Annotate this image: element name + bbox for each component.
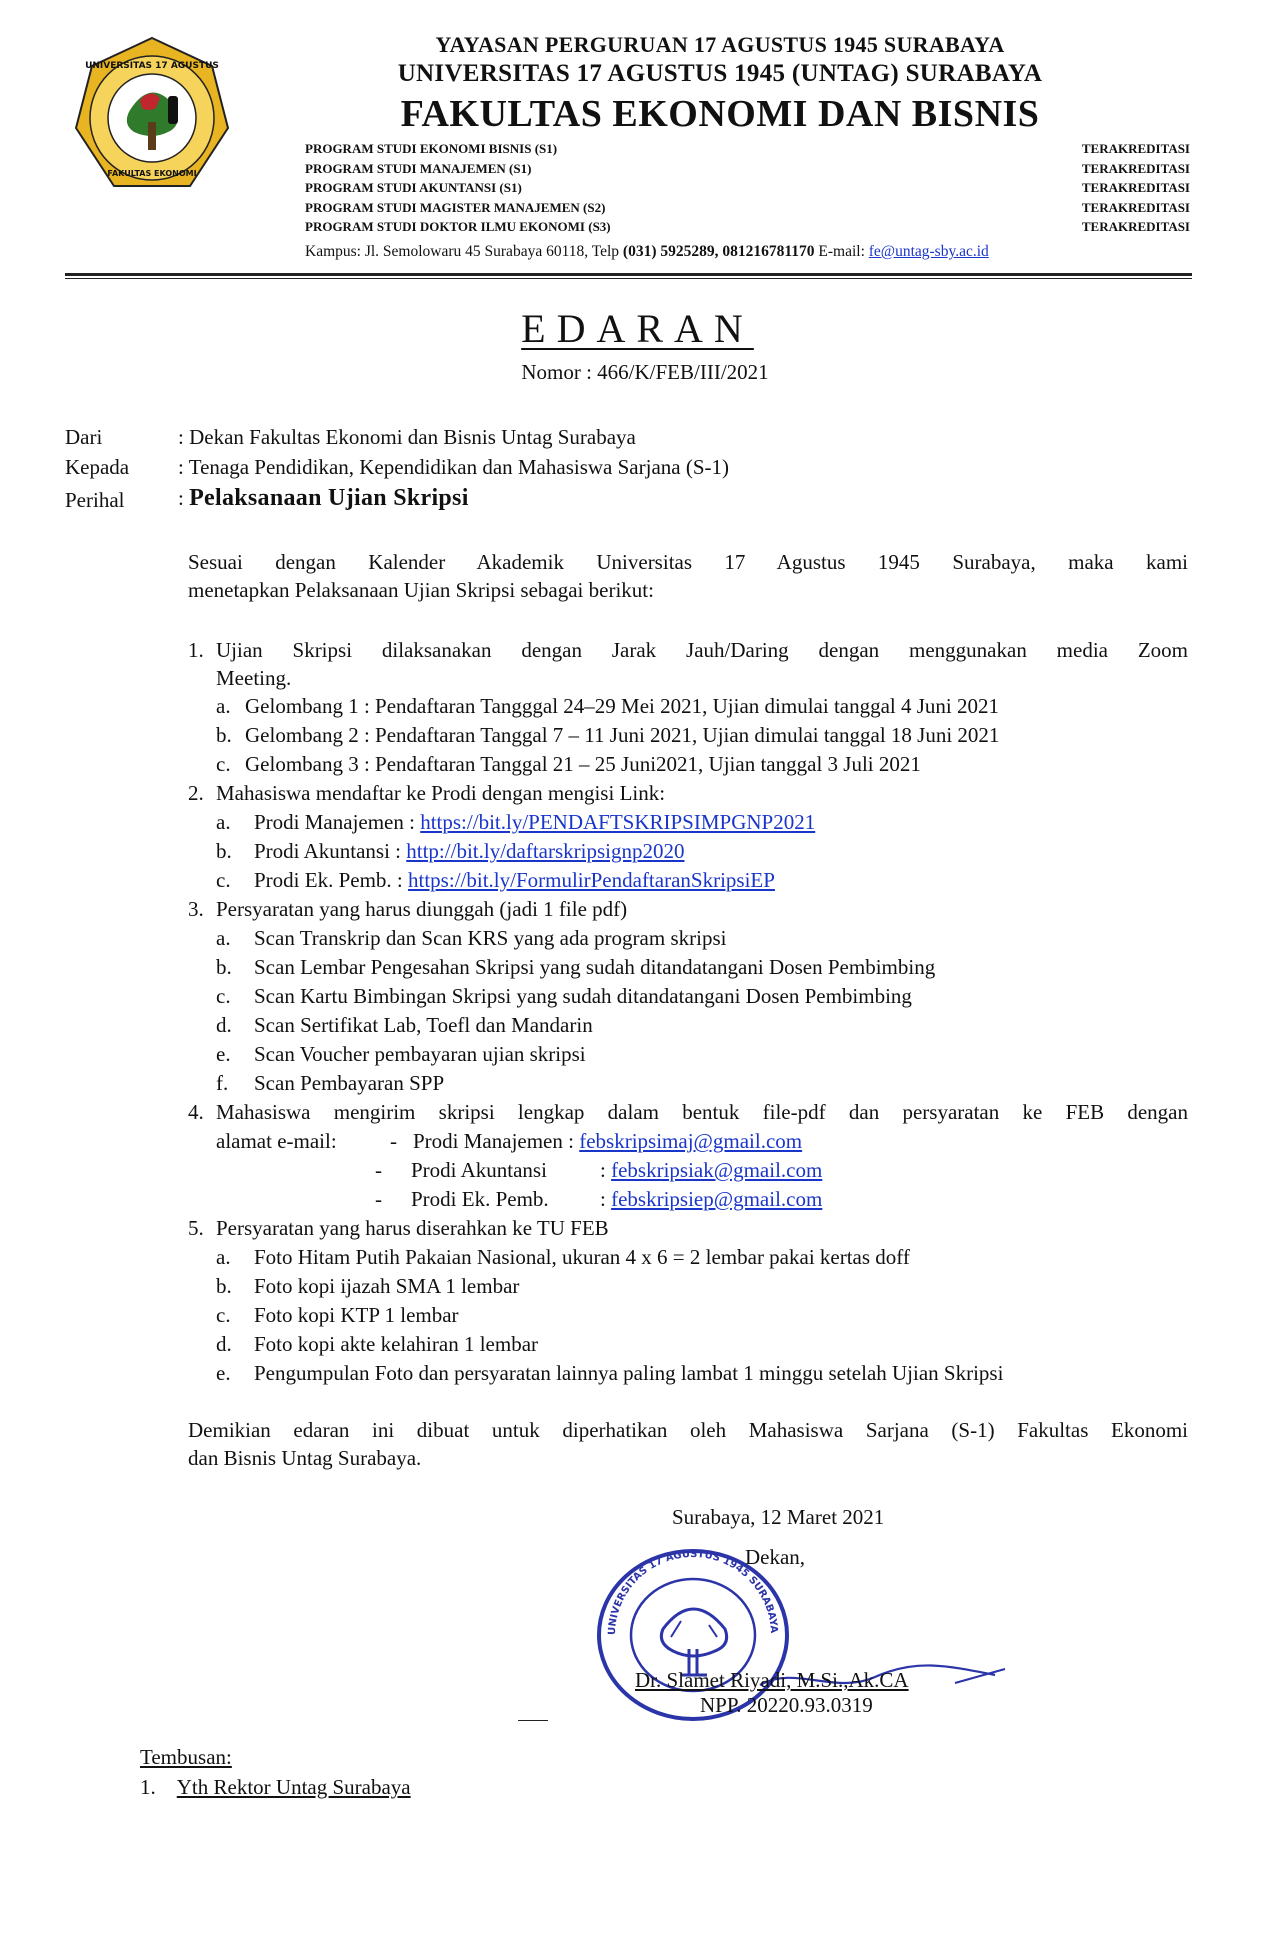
cc-title: Tembusan: bbox=[140, 1745, 232, 1769]
email-prefix: alamat e-mail: bbox=[216, 1129, 337, 1153]
email-prodi-label: Prodi Ek. Pemb. bbox=[411, 1187, 549, 1211]
cc-item-text: Yth Rektor Untag Surabaya bbox=[176, 1775, 411, 1799]
sub-letter: b. bbox=[216, 723, 232, 747]
closing-line-2: dan Bisnis Untag Surabaya. bbox=[188, 1446, 422, 1470]
upload-requirement: Scan Lembar Pengesahan Skripsi yang sudah ditandatangani Dosen Pembimbing bbox=[254, 955, 936, 979]
closing-line-1: Demikian edaran ini dibuat untuk diperhatikan oleh Mahasiswa Sarjana (S-1) Fakultas Ekonomi bbox=[188, 1418, 1188, 1442]
campus-phones: (031) 5925289, 081216781170 bbox=[622, 243, 815, 260]
upload-requirement: Scan Sertifikat Lab, Toefl dan Mandarin bbox=[254, 1013, 593, 1037]
item-number: 5. bbox=[188, 1216, 204, 1240]
intro-line-1: Sesuai dengan Kalender Akademik Universitas 17 Agustus 1945 Surabaya, maka kami bbox=[188, 550, 1188, 574]
program-name: PROGRAM STUDI AKUNTANSI (S1) bbox=[305, 180, 522, 195]
link-row-ekpemb bbox=[254, 868, 775, 893]
from-label: Dari bbox=[65, 425, 103, 449]
program-name: PROGRAM STUDI MAGISTER MANAJEMEN (S2) bbox=[305, 199, 606, 215]
item-number: 3. bbox=[188, 897, 204, 921]
email-colon: : bbox=[600, 1187, 612, 1211]
akuntansi-registration-link[interactable]: http://bit.ly/daftarskripsignp2020 bbox=[406, 839, 685, 863]
submission-requirement: Foto Hitam Putih Pakaian Nasional, ukuran 4 x 6 = 2 lembar pakai kertas doff bbox=[254, 1245, 910, 1269]
meta-subject-row bbox=[0, 485, 1275, 517]
email-dash: - bbox=[375, 1158, 382, 1182]
sub-letter: e. bbox=[216, 1042, 231, 1066]
email-prodi-label: Prodi Manajemen : bbox=[413, 1129, 580, 1153]
link-label: Prodi Ek. Pemb. : bbox=[254, 868, 409, 892]
wave-2-schedule: Gelombang 2 : Pendaftaran Tanggal 7 – 11 Juni 2021, Ujian dimulai tanggal 18 Juni 2021 bbox=[245, 723, 1000, 747]
sub-letter: b. bbox=[216, 1274, 232, 1298]
sub-letter: d. bbox=[216, 1332, 232, 1356]
university-name: UNIVERSITAS 17 AGUSTUS 1945 (UNTAG) SURABAYA bbox=[397, 60, 1043, 87]
email-label: E-mail: bbox=[814, 243, 869, 260]
sub-letter: c. bbox=[216, 1303, 231, 1327]
document-number: Nomor : 466/K/FEB/III/2021 bbox=[521, 360, 769, 384]
item-number: 4. bbox=[188, 1100, 204, 1124]
program-status: TERAKREDITASI bbox=[1081, 199, 1190, 215]
subject-label: Perihal bbox=[65, 488, 125, 512]
email-dash: - bbox=[390, 1129, 397, 1153]
program-row bbox=[305, 159, 1190, 179]
meta-to-row bbox=[0, 455, 1275, 485]
item-4-line-1: Mahasiswa mengirim skripsi lengkap dalam bentuk file-pdf dan persyaratan ke FEB dengan bbox=[216, 1100, 1188, 1124]
sub-letter: a. bbox=[216, 810, 231, 834]
program-status: TERAKREDITASI bbox=[1081, 180, 1190, 195]
to-label: Kepada bbox=[65, 455, 130, 479]
email-row-akuntansi bbox=[600, 1158, 822, 1183]
wave-1-schedule: Gelombang 1 : Pendaftaran Tangggal 24–29 Mei 2021, Ujian dimulai tanggal 4 Juni 2021 bbox=[245, 694, 1000, 718]
sub-letter: c. bbox=[216, 868, 231, 892]
cc-item-number: 1. bbox=[140, 1775, 156, 1799]
university-logo bbox=[72, 36, 232, 196]
sub-letter: d. bbox=[216, 1013, 232, 1037]
sub-letter: f. bbox=[216, 1071, 229, 1095]
sub-letter: c. bbox=[216, 752, 231, 776]
email-prodi-label: Prodi Akuntansi bbox=[411, 1158, 547, 1182]
program-name: PROGRAM STUDI MANAJEMEN (S1) bbox=[305, 160, 532, 176]
from-value: : Dekan Fakultas Ekonomi dan Bisnis Untag Surabaya bbox=[178, 425, 636, 449]
to-value: : Tenaga Pendidikan, Kependidikan dan Mahasiswa Sarjana (S-1) bbox=[178, 455, 729, 479]
link-label: Prodi Akuntansi : bbox=[254, 839, 407, 863]
program-status: TERAKREDITASI bbox=[1081, 219, 1190, 234]
header-divider bbox=[65, 273, 1192, 279]
program-row bbox=[305, 178, 1190, 198]
email-row-ekpemb bbox=[600, 1187, 822, 1212]
signer-npp: NPP. 20220.93.0319 bbox=[700, 1693, 873, 1717]
program-name: PROGRAM STUDI DOKTOR ILMU EKONOMI (S3) bbox=[305, 219, 611, 234]
sub-letter: e. bbox=[216, 1361, 231, 1385]
akuntansi-email-link[interactable]: febskripsiak@gmail.com bbox=[611, 1158, 823, 1182]
email-colon: : bbox=[600, 1158, 612, 1182]
document-title: EDARAN bbox=[521, 306, 754, 351]
svg-text:FAKULTAS EKONOMI: FAKULTAS EKONOMI bbox=[107, 169, 197, 178]
faculty-name: FAKULTAS EKONOMI DAN BISNIS bbox=[400, 93, 1040, 135]
upload-requirement: Scan Transkrip dan Scan KRS yang ada program skripsi bbox=[254, 926, 727, 950]
item-number: 2. bbox=[188, 781, 204, 805]
subject-value-wrap bbox=[178, 485, 469, 512]
sub-letter: a. bbox=[216, 926, 231, 950]
item-number: 1. bbox=[188, 638, 204, 662]
ekpemb-registration-link[interactable]: https://bit.ly/FormulirPendaftaranSkripsiEP bbox=[408, 868, 775, 892]
program-row bbox=[305, 217, 1190, 237]
sub-letter: a. bbox=[216, 694, 231, 718]
link-label: Prodi Manajemen : bbox=[254, 810, 421, 834]
program-name: PROGRAM STUDI EKONOMI BISNIS (S1) bbox=[305, 141, 558, 156]
email-row-manajemen bbox=[413, 1129, 802, 1154]
signer-position: Dekan, bbox=[745, 1545, 806, 1569]
manajemen-email-link[interactable]: febskripsimaj@gmail.com bbox=[579, 1129, 803, 1153]
program-status: TERAKREDITASI bbox=[1081, 160, 1190, 176]
program-row bbox=[305, 139, 1190, 159]
item-2-text: Mahasiswa mendaftar ke Prodi dengan mengisi Link: bbox=[216, 781, 666, 805]
program-list bbox=[305, 139, 1190, 237]
item-5-text: Persyaratan yang harus diserahkan ke TU FEB bbox=[216, 1216, 609, 1240]
upload-requirement: Scan Kartu Bimbingan Skripsi yang sudah ditandatangani Dosen Pembimbing bbox=[254, 984, 912, 1008]
place-date: Surabaya, 12 Maret 2021 bbox=[672, 1505, 885, 1529]
submission-requirement: Foto kopi ijazah SMA 1 lembar bbox=[254, 1274, 520, 1298]
sub-letter: b. bbox=[216, 955, 232, 979]
foundation-name: YAYASAN PERGURUAN 17 AGUSTUS 1945 SURABAYA bbox=[435, 32, 1005, 57]
submission-requirement: Pengumpulan Foto dan persyaratan lainnya paling lambat 1 minggu setelah Ujian Skripsi bbox=[254, 1361, 1004, 1385]
item-1-line-2: Meeting. bbox=[216, 666, 292, 690]
manajemen-registration-link[interactable]: https://bit.ly/PENDAFTSKRIPSIMPGNP2021 bbox=[420, 810, 816, 834]
faculty-email-link[interactable]: fe@untag-sby.ac.id bbox=[868, 243, 989, 260]
signature-dash bbox=[518, 1720, 548, 1721]
submission-requirement: Foto kopi akte kelahiran 1 lembar bbox=[254, 1332, 539, 1356]
submission-requirement: Foto kopi KTP 1 lembar bbox=[254, 1303, 459, 1327]
meta-from-row bbox=[0, 425, 1275, 455]
program-status: TERAKREDITASI bbox=[1081, 141, 1190, 156]
campus-address bbox=[305, 243, 989, 261]
signer-name: Dr. Slamet Riyadi, M.Si.,Ak.CA bbox=[635, 1668, 909, 1692]
link-row-manajemen bbox=[254, 810, 815, 835]
email-dash: - bbox=[375, 1187, 382, 1211]
stamp-text: UNIVERSITAS 17 AGUSTUS 1945 SURABAYA bbox=[606, 1548, 780, 1636]
sub-letter: c. bbox=[216, 984, 231, 1008]
program-row bbox=[305, 198, 1190, 218]
link-row-akuntansi bbox=[254, 839, 685, 864]
sub-letter: b. bbox=[216, 839, 232, 863]
wave-3-schedule: Gelombang 3 : Pendaftaran Tanggal 21 – 25 Juni2021, Ujian tanggal 3 Juli 2021 bbox=[245, 752, 921, 776]
item-1-line-1: Ujian Skripsi dilaksanakan dengan Jarak Jauh/Daring dengan menggunakan media Zoom bbox=[216, 638, 1188, 662]
subject-value: Pelaksanaan Ujian Skripsi bbox=[189, 485, 469, 511]
cc-item bbox=[140, 1775, 411, 1800]
sub-letter: a. bbox=[216, 1245, 231, 1269]
intro-line-2: menetapkan Pelaksanaan Ujian Skripsi sebagai berikut: bbox=[188, 578, 654, 602]
campus-prefix: Kampus: Jl. Semolowaru 45 Surabaya 60118, Telp bbox=[305, 243, 623, 260]
subject-colon: : bbox=[178, 486, 190, 510]
item-3-text: Persyaratan yang harus diunggah (jadi 1 file pdf) bbox=[216, 897, 628, 921]
upload-requirement: Scan Voucher pembayaran ujian skripsi bbox=[254, 1042, 586, 1066]
ekpemb-email-link[interactable]: febskripsiep@gmail.com bbox=[611, 1187, 823, 1211]
upload-requirement: Scan Pembayaran SPP bbox=[254, 1071, 445, 1095]
svg-text:UNIVERSITAS 17 AGUSTUS: UNIVERSITAS 17 AGUSTUS bbox=[85, 61, 219, 71]
